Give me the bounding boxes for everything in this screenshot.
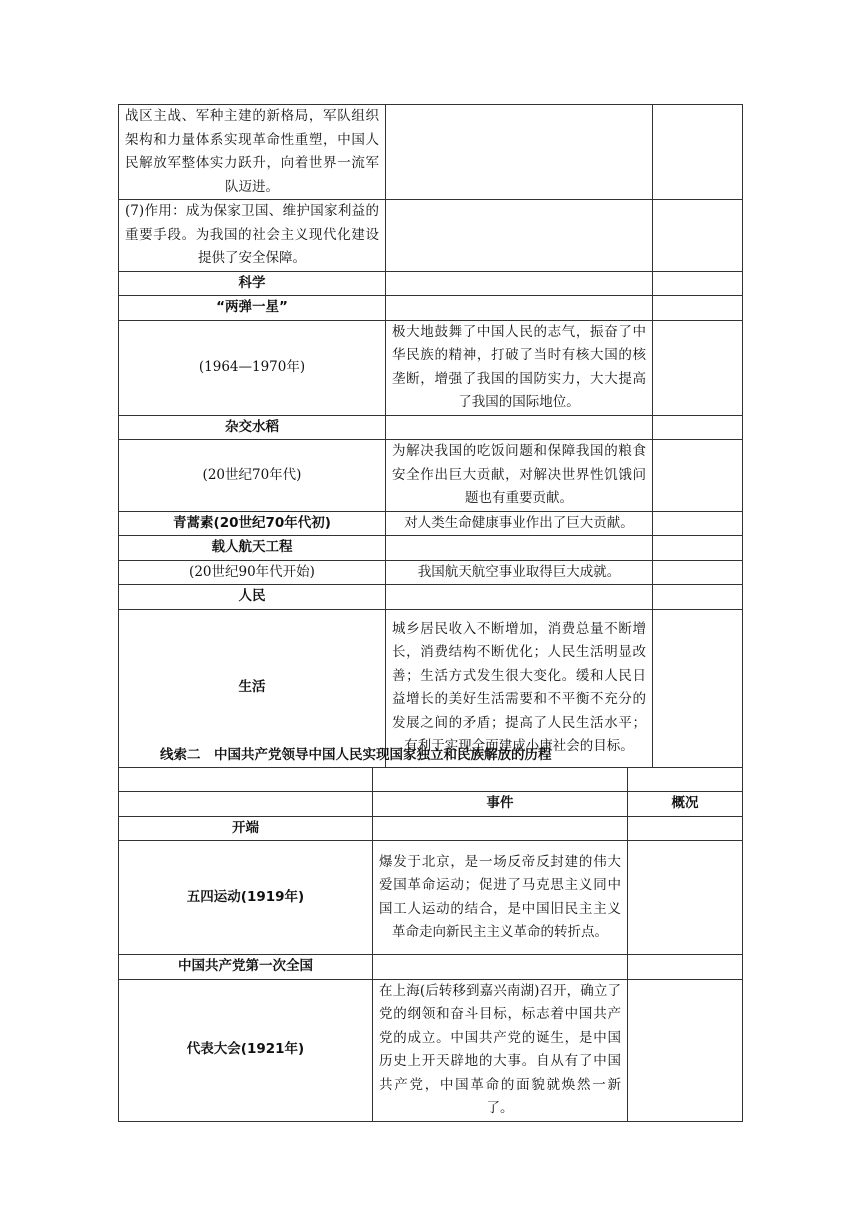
table-cell: [653, 200, 743, 272]
table-cell: [653, 560, 743, 585]
table-cell: [628, 955, 743, 980]
table-cell: 五四运动(1919年): [119, 841, 373, 955]
table-cell: [373, 955, 628, 980]
table-row: [119, 536, 743, 561]
table-cell: [653, 415, 743, 440]
table-cell: 城乡居民收入不断增加，消费总量不断增长，消费结构不断优化；人民生活明显改善；生活方式发生很大变化。缓和人民日益增长的美好生活需要和不平衡不充分的发展之间的矛盾；提高了人民生活水平；有利于实现全面建成小康社会的目标。: [386, 609, 653, 767]
table-cell: [628, 816, 743, 841]
table-row: [119, 955, 743, 980]
section-heading-cell: 人民: [119, 585, 386, 610]
table-cell: [386, 415, 653, 440]
table-row: [119, 841, 743, 955]
table-cell: [386, 296, 653, 321]
table-row: [119, 768, 743, 792]
table-cell: [386, 105, 653, 200]
table-cell: [653, 511, 743, 536]
table-cell: [386, 585, 653, 610]
table-row: [119, 560, 743, 585]
table-cell: (7)作用：成为保家卫国、维护国家利益的重要手段。为我国的社会主义现代化建设提供了安全保障。: [119, 200, 386, 272]
table-cell: (20世纪90年代开始): [119, 560, 386, 585]
table-cell: [653, 536, 743, 561]
table-row: [119, 200, 743, 272]
table-cell: [653, 440, 743, 512]
table-row: [119, 105, 743, 200]
table-cell: 生活: [119, 609, 386, 767]
table-cell: 在上海(后转移到嘉兴南湖)召开，确立了党的纲领和奋斗目标，标志着中国共产党的成立。中国共产党的诞生，是中国历史上开天辟地的大事。自从有了中国共产党，中国革命的面貌就焕然一新了。: [373, 979, 628, 1121]
table-cell: 载人航天工程: [119, 536, 386, 561]
table-cell: [653, 609, 743, 767]
table-cell: [386, 271, 653, 296]
table-cell: [386, 200, 653, 272]
table-cell: 对人类生命健康事业作出了巨大贡献。: [386, 511, 653, 536]
table-cell: [373, 768, 628, 792]
column-header: [119, 792, 373, 817]
table-cell: 战区主战、军种主建的新格局，军队组织架构和力量体系实现革命性重塑，中国人民解放军整体实力跃升，向着世界一流军队迈进。: [119, 105, 386, 200]
history-events-table: [118, 767, 743, 1122]
table-row: [119, 440, 743, 512]
table-row: [119, 979, 743, 1121]
table-cell: [628, 979, 743, 1121]
table-cell: [653, 585, 743, 610]
table-row: [119, 296, 743, 321]
table-cell: [119, 768, 373, 792]
table-cell: “两弹一星”: [119, 296, 386, 321]
table-cell: 极大地鼓舞了中国人民的志气，振奋了中华民族的精神，打破了当时有核大国的核垄断，增强了我国的国防实力，大大提高了我国的国际地位。: [386, 320, 653, 415]
table-cell: [653, 320, 743, 415]
table-cell: [653, 296, 743, 321]
table-cell: (20世纪70年代): [119, 440, 386, 512]
table-row: [119, 415, 743, 440]
table-row: [119, 271, 743, 296]
table-cell: [386, 536, 653, 561]
table-cell: 为解决我国的吃饭问题和保障我国的粮食安全作出巨大贡献，对解决世界性饥饿问题也有重要贡献。: [386, 440, 653, 512]
table-row: [119, 320, 743, 415]
achievements-table: [118, 104, 743, 768]
table-row: [119, 816, 743, 841]
section-heading-cell: 科学: [119, 271, 386, 296]
table-cell: 青蒿素(20世纪70年代初): [119, 511, 386, 536]
table-cell: 杂交水稻: [119, 415, 386, 440]
table-cell: (1964—1970年): [119, 320, 386, 415]
table-row: [119, 511, 743, 536]
column-header-overview: 概况: [628, 792, 743, 817]
table-cell: [373, 816, 628, 841]
table-cell: [628, 841, 743, 955]
column-header-event: 事件: [373, 792, 628, 817]
table-cell: 我国航天航空事业取得巨大成就。: [386, 560, 653, 585]
table-row: [119, 585, 743, 610]
table-cell: 中国共产党第一次全国: [119, 955, 373, 980]
table-header-row: [119, 792, 743, 817]
table-cell: [653, 105, 743, 200]
table-cell: 爆发于北京，是一场反帝反封建的伟大爱国革命运动；促进了马克思主义同中国工人运动的结合，是中国旧民主主义革命走向新民主主义革命的转折点。: [373, 841, 628, 955]
table-cell: 开端: [119, 816, 373, 841]
table-cell: 代表大会(1921年): [119, 979, 373, 1121]
table-cell: [653, 271, 743, 296]
table-cell: [628, 768, 743, 792]
clue-two-title: 线索二 中国共产党领导中国人民实现国家独立和民族解放的历程: [160, 747, 552, 763]
